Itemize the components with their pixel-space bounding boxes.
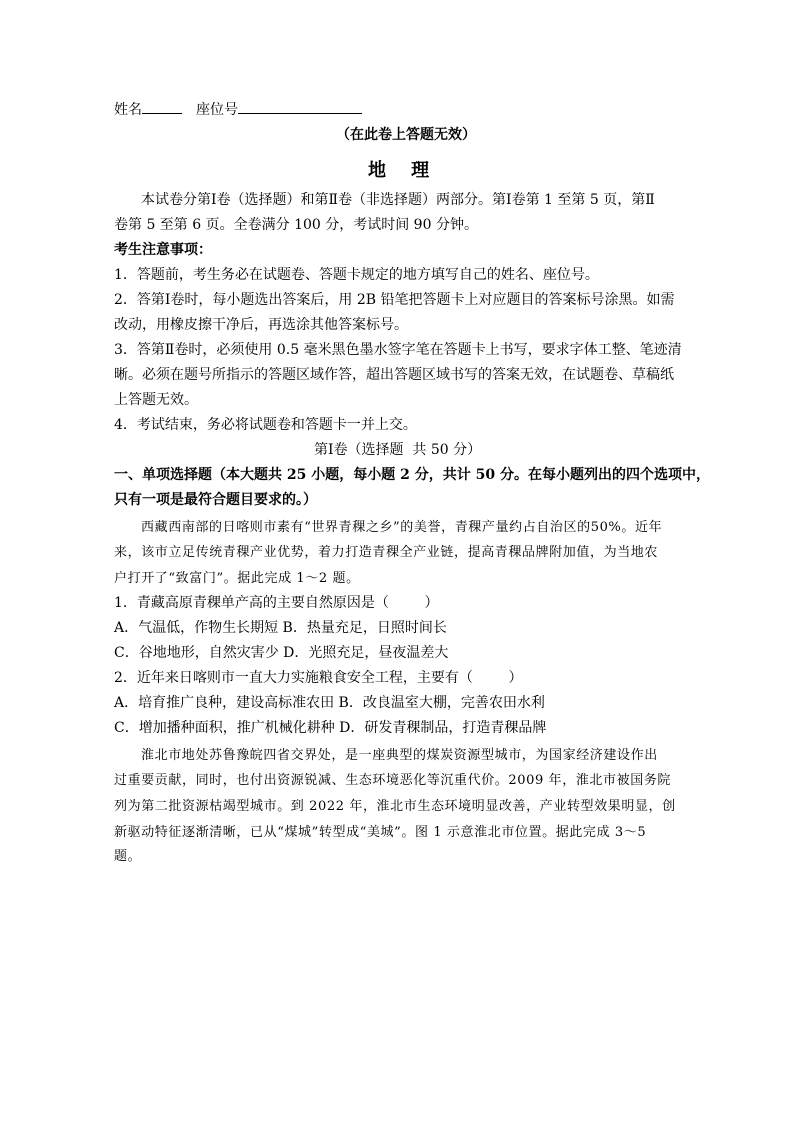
name-seat-line: [114, 99, 362, 121]
question-1-options-ab: A．气温低，作物生长期短 B．热量充足，日照时间长: [114, 620, 447, 636]
section-heading-b: 只有一项是最符合题目要求的。）: [114, 492, 317, 508]
question-1-stem: 1．青藏高原青稞单产高的主要自然原因是（ ）: [114, 595, 439, 611]
name-label: 姓名: [114, 102, 142, 118]
question-2-stem: 2．近年来日喀则市一直大力实施粮食安全工程，主要有（ ）: [114, 670, 523, 686]
note-1: 1．答题前，考生务必在试题卷、答题卡规定的地方填写自己的姓名、座位号。: [114, 267, 599, 283]
passage1-line-2: 来，该市立足传统青稞产业优势，着力打造青稞全产业链，提高青稞品牌附加值，为当地农: [114, 545, 659, 560]
invalid-note: （在此卷上答题无效）: [336, 127, 476, 143]
name-blank: [142, 99, 182, 114]
passage2-line-1: 淮北市地处苏鲁豫皖四省交界处，是一座典型的煤炭资源型城市，为国家经济建设作出: [141, 748, 658, 763]
intro-line-1: 本试卷分第Ⅰ卷（选择题）和第Ⅱ卷（非选择题）两部分。第Ⅰ卷第 1 至第 5 页，第Ⅱ: [141, 192, 655, 208]
passage2-line-3: 列为第二批资源枯竭型城市。到 2022 年，淮北市生态环境明显改善，产业转型效果明显，创: [114, 799, 676, 814]
note-2a: 2．答第Ⅰ卷时，每小题选出答案后，用 2B 铅笔把答题卡上对应题目的答案标号涂黑。如需: [114, 292, 675, 308]
passage2-line-4: 新驱动特征逐渐清晰，已从“煤城”转型成“美城”。图 1 示意淮北市位置。据此完成 3～5: [114, 825, 647, 840]
page-title: 地 理: [368, 160, 430, 181]
passage1-line-3: 户打开了“致富门”。据此完成 1～2 题。: [114, 571, 360, 586]
note-3c: 上答题无效。: [114, 392, 198, 408]
passage2-line-5: 题。: [114, 849, 142, 864]
note-2b: 改动，用橡皮擦干净后，再选涂其他答案标号。: [114, 317, 408, 333]
note-4: 4．考试结束，务必将试题卷和答题卡一并上交。: [114, 417, 417, 433]
note-3a: 3．答第Ⅱ卷时，必须使用 0.5 毫米黑色墨水签字笔在答题卡上书写，要求字体工整、笔迹清: [114, 342, 682, 358]
passage2-line-2: 过重要贡献，同时，也付出资源锐减、生态环境恶化等沉重代价。2009 年，淮北市被国务院: [114, 773, 672, 788]
question-2-options-cd: C．增加播种面积，推广机械化耕种 D．研发青稞制品，打造青稞品牌: [114, 720, 547, 736]
section-heading-a: 一、单项选择题（本大题共 25 小题，每小题 2 分，共计 50 分。在每小题列出的四个选项中，: [114, 467, 710, 483]
seat-blank: [238, 99, 362, 114]
seat-label: 座位号: [196, 102, 238, 118]
section-title: 第Ⅰ卷（选择题 共 50 分）: [314, 442, 482, 458]
question-2-options-ab: A．培育推广良种，建设高标准农田 B．改良温室大棚，完善农田水利: [114, 695, 545, 711]
intro-line-2: 卷第 5 至第 6 页。全卷满分 100 分，考试时间 90 分钟。: [114, 217, 478, 233]
notes-heading: 考生注意事项：: [114, 242, 212, 258]
note-3b: 晰。必须在题号所指示的答题区域作答，超出答题区域书写的答案无效，在试题卷、草稿纸: [114, 367, 674, 383]
passage1-line-1: 西藏西南部的日喀则市素有“世界青稞之乡”的美誉，青稞产量约占自治区的50%。近年: [141, 520, 663, 535]
question-1-options-cd: C．谷地地形，自然灾害少 D．光照充足，昼夜温差大: [114, 645, 449, 661]
